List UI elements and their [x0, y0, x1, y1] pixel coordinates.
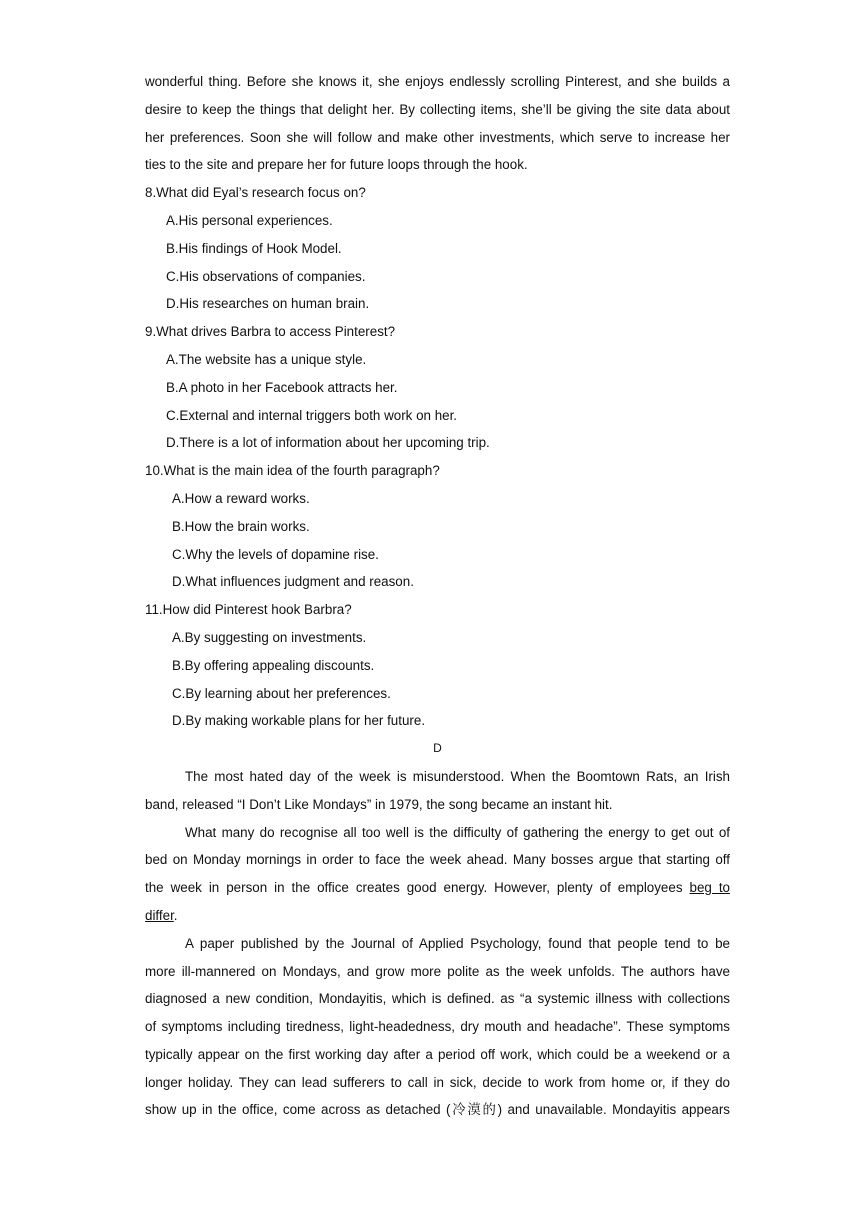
answer-option: D.What influences judgment and reason. [172, 574, 414, 590]
text-line: her preferences. Soon she will follow and make other investments, which serve to increase her [145, 129, 730, 145]
text-line: longer holiday. They can lead sufferers to call in sick, decide to work from home or, if they do [145, 1074, 730, 1090]
answer-option: C.His observations of companies. [166, 268, 366, 284]
answer-option: B.His findings of Hook Model. [166, 240, 342, 256]
text-line: diagnosed a new condition, Mondayitis, which is defined. as “a systemic illness with collections [145, 991, 730, 1007]
underlined-phrase: beg to [689, 880, 730, 896]
answer-option: C.By learning about her preferences. [172, 685, 391, 701]
answer-option: A.His personal experiences. [166, 212, 333, 228]
text-line [145, 874, 730, 902]
text-line: What many do recognise all too well is the difficulty of gathering the energy to get out of [185, 824, 730, 840]
question-stem: 11.How did Pinterest hook Barbra? [145, 602, 352, 618]
question-stem: 9.What drives Barbra to access Pinterest? [145, 324, 396, 340]
text-line: typically appear on the first working day after a period off work, which could be a weekend or a [145, 1046, 730, 1062]
question-stem: 8.What did Eyal’s research focus on? [145, 185, 366, 201]
answer-option: C.External and internal triggers both work on her. [166, 407, 458, 423]
answer-option: A.How a reward works. [172, 490, 310, 506]
text-line: A paper published by the Journal of Applied Psychology, found that people tend to be [185, 935, 730, 951]
answer-option: B.How the brain works. [172, 518, 310, 534]
document-content [145, 68, 730, 1124]
answer-option: A.The website has a unique style. [166, 351, 367, 367]
text-line: wonderful thing. Before she knows it, she enjoys endlessly scrolling Pinterest, and she builds a [145, 74, 730, 89]
answer-option: D.His researches on human brain. [166, 296, 370, 312]
section-heading: D [433, 741, 442, 756]
answer-option: B.By offering appealing discounts. [172, 657, 375, 673]
text-line: band, released “I Don’t Like Mondays” in 1979, the song became an instant hit. [145, 796, 613, 812]
question-stem: 10.What is the main idea of the fourth paragraph? [145, 463, 440, 479]
text-line: ties to the site and prepare her for future loops through the hook. [145, 157, 528, 173]
text-line [145, 902, 730, 930]
text-line: desire to keep the things that delight her. By collecting items, she’ll be giving the site data about [145, 101, 730, 117]
answer-option: D.By making workable plans for her future. [172, 713, 426, 729]
answer-option: C.Why the levels of dopamine rise. [172, 546, 379, 562]
text-line: of symptoms including tiredness, light-headedness, dry mouth and headache”. These symptoms [145, 1019, 730, 1035]
answer-option: A.By suggesting on investments. [172, 629, 367, 645]
underlined-phrase: differ [145, 907, 174, 923]
text-fragment: the week in person in the office creates good energy. However, plenty of employees [145, 880, 683, 896]
text-line: bed on Monday mornings in order to face the week ahead. Many bosses argue that starting off [145, 852, 730, 868]
text-line: show up in the office, come across as detached (冷漠的) and unavailable. Mondayitis appears [145, 1102, 730, 1118]
answer-option: B.A photo in her Facebook attracts her. [166, 379, 398, 395]
text-line: more ill-mannered on Mondays, and grow more polite as the week unfolds. The authors have [145, 963, 730, 979]
text-line: The most hated day of the week is misunderstood. When the Boomtown Rats, an Irish [185, 768, 730, 784]
text-fragment: . [173, 907, 178, 923]
answer-option: D.There is a lot of information about her upcoming trip. [166, 435, 490, 451]
